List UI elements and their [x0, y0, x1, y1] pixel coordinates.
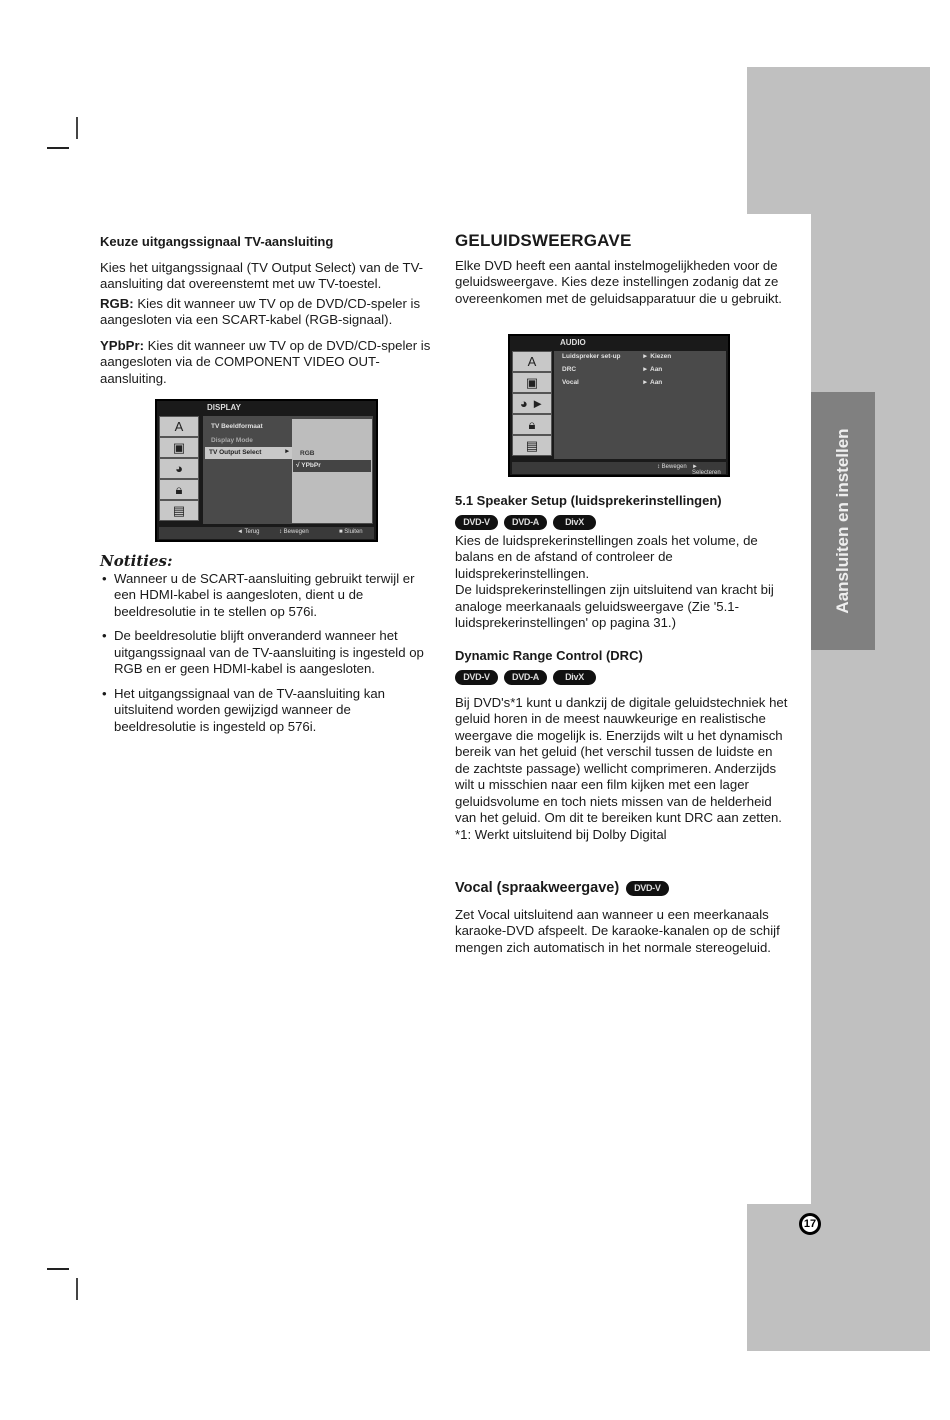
- menu-icon-language: A: [159, 416, 199, 437]
- submenu-item-selected: √ YPbPr: [296, 462, 321, 469]
- crop-mark: [76, 117, 78, 139]
- menu-item: Vocal: [562, 379, 579, 386]
- option-text: Kies dit wanneer uw TV op de DVD/CD-speler is aangesloten via de COMPONENT VIDEO OUT-aansluiting.: [100, 337, 431, 386]
- menu-item-selected: TV Output Select: [209, 449, 262, 456]
- menu-item: Luidspreker set-up: [562, 353, 621, 360]
- disc-badges: [455, 670, 790, 685]
- menu-icon-language: A: [512, 351, 552, 372]
- disc-badge: DVD-V: [455, 670, 498, 685]
- menu-icon-others: ▤: [512, 435, 552, 456]
- display-menu-screenshot: [155, 399, 378, 542]
- section-heading: Dynamic Range Control (DRC): [455, 648, 643, 663]
- body-text: Kies de luidsprekerinstellingen zoals het volume, de balans en de afstand of controleer de luidsprekerinstellingen.: [455, 532, 758, 581]
- chapter-tab-label: Aansluiten en instellen: [833, 428, 852, 614]
- disc-badge: DivX: [553, 670, 596, 685]
- side-band: [747, 67, 930, 214]
- menu-arrow-icon: ►: [284, 448, 291, 455]
- menu-icon-audio: ◕ ►: [512, 393, 552, 414]
- footer-move: ↕ Bewegen: [279, 529, 309, 535]
- intro-text: Kies het uitgangssignaal (TV Output Select) van de TV-aansluiting dat overeenstemt met uw TV-toestel.: [100, 259, 424, 291]
- menu-item-value: ► Aan: [642, 379, 663, 386]
- disc-badge: DVD-V: [626, 881, 669, 896]
- footer-select: ► Selecteren: [692, 464, 721, 476]
- speaker-setup-section: [455, 493, 790, 632]
- body-text: Bij DVD's*1 kunt u dankzij de digitale geluidstechniek het geluid horen in de meest nauwkeurige en realistische weergave die mogelijk is. Enerzijds wilt u het dynamisch bereik van het geluid (het verschil tussen de luidste en de zachtste passage) wellicht comprimeren. Anderzijds wilt u misschien naar een film kijken met een lager geluidsvolume en toch niets missen van de helderheid van het geluid. Om dit te bereiken kunt DRC aan zetten.: [455, 694, 788, 825]
- menu-icon-display: ▣: [159, 437, 199, 458]
- menu-icon-audio: ◕: [159, 458, 199, 479]
- menu-item-value: ► Kiezen: [642, 353, 672, 360]
- option-label: YPbPr:: [100, 337, 144, 353]
- note-item: • Het uitgangssignaal van de TV-aansluiting kan uitsluitend worden gewijzigd wanneer de beeldresolutie is ingesteld op 576i.: [100, 686, 435, 736]
- crop-mark: [47, 1268, 69, 1270]
- menu-title: AUDIO: [560, 338, 586, 347]
- section-heading: Vocal (spraakweergave): [455, 880, 620, 896]
- left-column: [100, 234, 440, 387]
- option-ypbpr: [100, 338, 440, 388]
- page-title: GELUIDSWEERGAVE: [455, 231, 632, 250]
- note-item: • De beeldresolutie blijft onveranderd wanneer het uitgangssignaal van de TV-aansluiting is ingesteld op RGB en er geen HDMI-kabel is aangesloten.: [100, 628, 435, 678]
- menu-item: DRC: [562, 366, 577, 373]
- intro-text: Elke DVD heeft een aantal instelmogelijkheden voor de geluidsweergave. Kies deze instellingen zodanig dat ze overeenkomen met de geluidsapparatuur die u gebruikt.: [455, 257, 782, 306]
- body-text: Zet Vocal uitsluitend aan wanneer u een meerkanaals karaoke-DVD afspeelt. De karaoke-kanalen op de schijf mengen zich automatisch in het normale stereogeluid.: [455, 906, 780, 955]
- menu-footer: [159, 527, 374, 539]
- side-band: [811, 214, 930, 1204]
- footer-move: ↕ Bewegen: [657, 464, 687, 470]
- option-rgb: [100, 296, 440, 329]
- menu-icon-others: ▤: [159, 500, 199, 521]
- menu-title: DISPLAY: [207, 403, 241, 412]
- option-label: RGB:: [100, 295, 134, 311]
- note-item: • Wanneer u de SCART-aansluiting gebruikt terwijl er een HDMI-kabel is aangesloten, dient u de beeldresolutie in te stellen op 576i.: [100, 571, 435, 621]
- footer-close: ■ Sluiten: [339, 529, 363, 535]
- menu-item: TV Beeldformaat: [211, 423, 263, 430]
- option-text: Kies dit wanneer uw TV op de DVD/CD-speler is aangesloten via een SCART-kabel (RGB-signaal).: [100, 295, 421, 327]
- menu-footer: [512, 462, 726, 474]
- menu-panel: [554, 351, 726, 459]
- right-column-intro: [455, 233, 790, 307]
- footnote: *1: Werkt uitsluitend bij Dolby Digital: [455, 826, 667, 842]
- crop-mark: [47, 147, 69, 149]
- menu-value: Aan: [650, 379, 663, 386]
- menu-icon-lock: 🔒︎: [512, 414, 552, 435]
- section-heading: 5.1 Speaker Setup (luidsprekerinstellingen): [455, 493, 722, 508]
- disc-badge: DVD-A: [504, 515, 547, 530]
- menu-value: Aan: [650, 366, 663, 373]
- disc-badge: DVD-V: [455, 515, 498, 530]
- disc-badge: DVD-A: [504, 670, 547, 685]
- vocal-section: [455, 880, 790, 956]
- notes-list: [100, 571, 435, 736]
- submenu-item: RGB: [300, 450, 315, 457]
- body-text: De luidsprekerinstellingen zijn uitsluitend van kracht bij analoge meerkanaals geluidsweergave (Zie '5.1-luidsprekerinstellingen' op pagina 31.): [455, 582, 774, 630]
- menu-item: Display Mode: [211, 437, 253, 444]
- notes-title: Notities:: [100, 552, 173, 570]
- menu-icon-lock: 🔒︎: [159, 479, 199, 500]
- menu-icon-display: ▣: [512, 372, 552, 393]
- page-number: 17: [799, 1213, 821, 1235]
- audio-menu-screenshot: [508, 334, 730, 477]
- drc-section: [455, 648, 790, 843]
- vocal-heading-row: [455, 880, 790, 897]
- crop-mark: [76, 1278, 78, 1300]
- menu-value: Kiezen: [650, 353, 672, 360]
- footer-back: ◄ Terug: [237, 529, 260, 535]
- section-heading: Keuze uitgangssignaal TV-aansluiting: [100, 234, 334, 249]
- disc-badges: [455, 515, 790, 530]
- menu-item-value: ► Aan: [642, 366, 663, 373]
- notes-section: [100, 553, 435, 743]
- disc-badge: DivX: [553, 515, 596, 530]
- side-band: [747, 1204, 930, 1351]
